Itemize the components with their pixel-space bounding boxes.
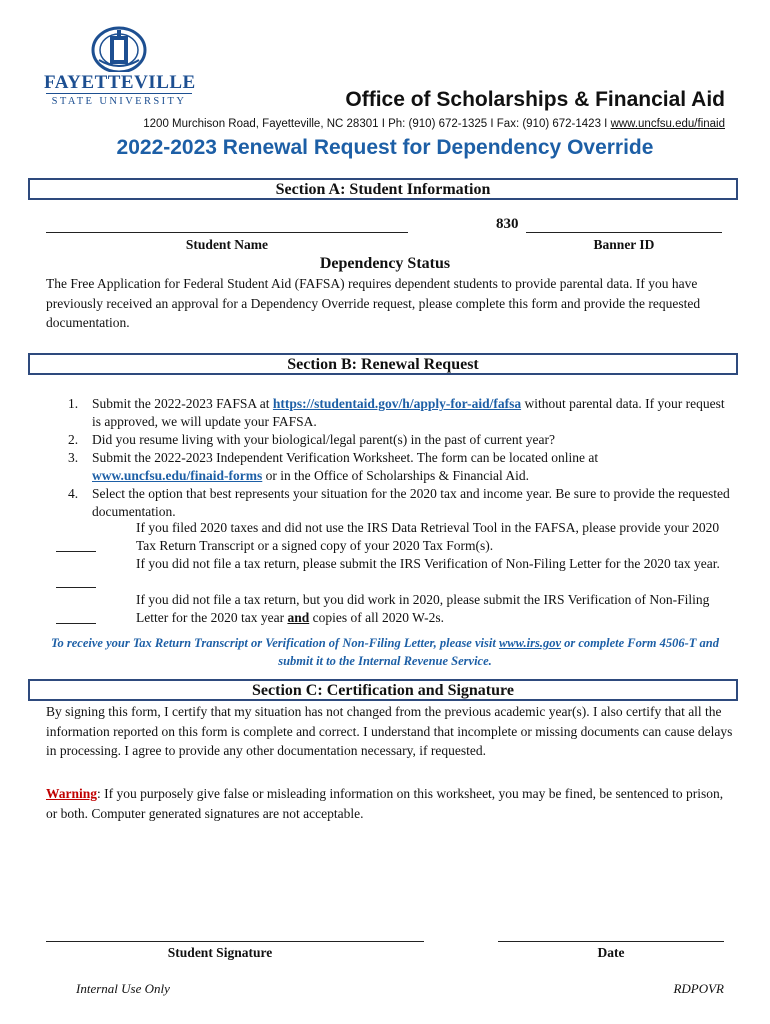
step-number: 3. (68, 450, 79, 465)
irs-link[interactable]: www.irs.gov (498, 636, 561, 650)
dependency-text-block (46, 274, 736, 333)
step-text: Submit the 2022-2023 Independent Verification Worksheet. The form can be located online at (92, 450, 599, 465)
warning-block (46, 784, 736, 823)
renewal-steps-block (46, 395, 736, 521)
step-text: Select the option that best represents your situation for the 2020 tax and income year. Be sure to provide the requested documentation. (92, 486, 730, 519)
signature-label: Student Signature (167, 945, 273, 960)
finaid-forms-link[interactable]: www.uncfsu.edu/finaid-forms (92, 468, 263, 483)
option-3-text-before: If you did not file a tax return, but you did work in 2020, please submit the IRS Verification of Non-Filing Letter for the 2020 tax year (136, 592, 710, 625)
section-b-heading: Section B: Renewal Request (28, 353, 738, 375)
address-text: 1200 Murchison Road, Fayetteville, NC 28301 I Ph: (910) 672-1325 I Fax: (910) 672-1423 I (143, 118, 611, 130)
renewal-steps (46, 395, 736, 521)
step-text-after: or in the Office of Scholarships & Financial Aid. (262, 468, 529, 483)
section-c-heading: Section C: Certification and Signature (28, 679, 738, 701)
irs-note (40, 634, 730, 670)
option-3-emphasis: and (287, 610, 310, 625)
student-name-field[interactable] (46, 232, 408, 233)
step-text-after: without parental data. If your request is approved, we will update your FAFSA. (92, 396, 725, 429)
fafsa-link[interactable]: https://studentaid.gov/h/apply-for-aid/fafsa (272, 396, 522, 411)
banner-prefix: 830 (496, 216, 519, 232)
option-1-text: If you filed 2020 taxes and did not use the IRS Data Retrieval Tool in the FAFSA, please provide your 2020 Tax Return Transcript or a signed copy of your 2020 Tax Form(s). (136, 520, 720, 553)
option-3-text-after: copies of all 2020 W-2s. (309, 610, 444, 625)
step-item (46, 431, 736, 449)
step-text: Did you resume living with your biological/legal parent(s) in the past of current year? (92, 432, 555, 447)
step-number: 1. (68, 396, 79, 411)
step-item (46, 485, 736, 521)
website-link[interactable]: www.uncfsu.edu/finaid (610, 118, 725, 130)
step-text: Submit the 2022-2023 FAFSA at (92, 396, 273, 411)
dependency-text: The Free Application for Federal Student Aid (FAFSA) requires dependent students to provide parental data. If you have previously received an approval for a Dependency Override request, please complete this form and provide the requested documentation. (46, 276, 701, 330)
section-a-heading: Section A: Student Information (28, 178, 738, 200)
warning-text: : If you purposely give false or misleading information on this worksheet, you may be fined, be sentenced to prison, or both. Computer generated signatures are not acceptable. (46, 786, 724, 821)
certification-block (46, 702, 736, 761)
step-number: 4. (68, 486, 79, 501)
logo-subtitle: STATE UNIVERSITY (51, 96, 187, 107)
footer-internal-use: Internal Use Only (76, 981, 170, 996)
option-2-text: If you did not file a tax return, please submit the IRS Verification of Non-Filing Letter for the 2020 tax year. (136, 556, 720, 571)
option-3-checkbox-line[interactable] (56, 623, 96, 624)
form-title: 2022-2023 Renewal Request for Dependency Override (116, 136, 654, 159)
logo-rule (46, 93, 192, 94)
student-name-label: Student Name (185, 237, 269, 252)
date-field[interactable] (498, 941, 724, 942)
university-logo (44, 24, 194, 114)
warning-paragraph (46, 784, 736, 823)
step-item (46, 395, 736, 431)
option-1-checkbox-line[interactable] (56, 551, 96, 552)
option-3-text (136, 591, 736, 627)
step-item (46, 449, 736, 485)
step-number: 2. (68, 432, 79, 447)
university-seal-icon (44, 24, 194, 72)
banner-id-field[interactable] (526, 232, 722, 233)
option-2-checkbox-line[interactable] (56, 587, 96, 588)
address-line (143, 118, 725, 130)
signature-field[interactable] (46, 941, 424, 942)
irs-note-text: To receive your Tax Return Transcript or Verification of Non-Filing Letter, please visit (51, 636, 499, 650)
irs-note-text-after: or complete Form 4506-T and submit it to the Internal Revenue Service. (278, 636, 719, 668)
logo-name: FAYETTEVILLE (44, 72, 196, 93)
office-title: Office of Scholarships & Financial Aid (345, 88, 725, 111)
certification-text: By signing this form, I certify that my situation has not changed from the previous academic year(s). I also certify that all the information reported on this form is complete and correct. I understand that incomplete or missing documents can cause delays in processing. I agree to provide any other documentation necessary, if requested. (46, 704, 733, 758)
footer-form-code: RDPOVR (673, 981, 724, 996)
dependency-status-heading: Dependency Status (319, 255, 451, 272)
warning-label: Warning (46, 786, 98, 801)
banner-id-label: Banner ID (593, 237, 655, 252)
date-label: Date (597, 945, 625, 960)
